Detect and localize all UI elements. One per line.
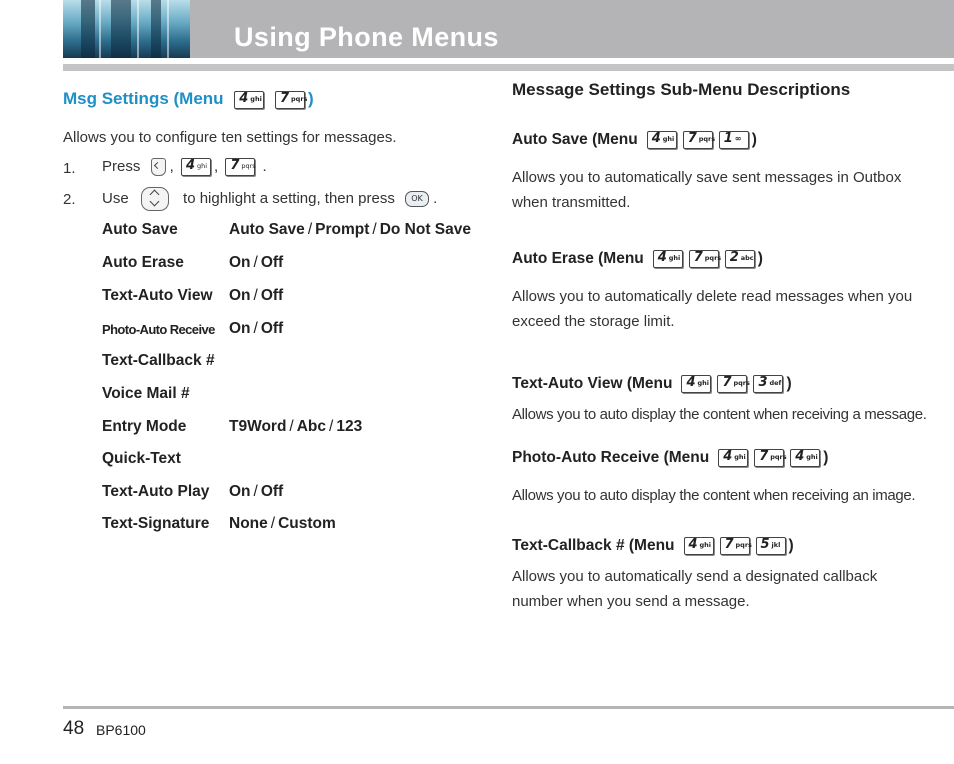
section-title-text: Auto Erase (Menu	[512, 250, 644, 268]
value-option: Off	[260, 483, 284, 500]
section-title	[512, 131, 757, 149]
value-separator: /	[253, 320, 258, 337]
value-option: Custom	[278, 515, 336, 532]
setting-value	[229, 254, 283, 272]
step-2-post: to highlight a setting, then press	[183, 189, 395, 207]
ok-key-icon: OK	[405, 191, 429, 207]
section-description: Allows you to automatically save sent messages in Outbox	[512, 169, 902, 186]
keypad-key-icon: 3 def	[753, 375, 783, 393]
setting-name: Text-Auto View	[102, 287, 213, 304]
step-2: Use to highlight a setting, then press OK .	[102, 187, 437, 211]
keypad-key-icon: 4 ghi	[684, 537, 714, 555]
value-separator: /	[253, 254, 258, 271]
step-1-text: Press	[102, 158, 141, 175]
value-option: Off	[260, 287, 284, 304]
value-option: Auto Save	[229, 221, 305, 238]
keypad-key-icon: 7 pqrs	[683, 131, 713, 149]
model-name: BP6100	[96, 722, 146, 738]
setting-name: Text-Signature	[102, 515, 210, 532]
section-title-close: )	[788, 537, 794, 555]
value-separator: /	[307, 221, 313, 238]
value-separator: /	[372, 221, 377, 238]
value-separator: /	[289, 418, 294, 435]
value-option: 123	[336, 418, 363, 435]
keypad-key-icon: 1 ∞	[719, 131, 749, 149]
setting-value	[229, 221, 471, 239]
section-title-close: )	[823, 449, 829, 467]
keypad-key-icon: 4 ghi	[681, 375, 711, 393]
key-4-icon: 4 ghi	[181, 158, 211, 176]
keypad-key-icon: 4 ghi	[653, 250, 683, 268]
step-2-number: 2.	[63, 191, 76, 208]
setting-value	[229, 287, 283, 305]
setting-value	[229, 483, 283, 501]
keypad-key-icon: 7 pqrs	[689, 250, 719, 268]
setting-value	[229, 418, 362, 436]
section-description: number when you send a message.	[512, 593, 750, 610]
footer-rule	[63, 706, 954, 709]
section-title	[512, 375, 792, 393]
intro-text: Allows you to configure ten settings for messages.	[63, 129, 397, 146]
header-photo	[63, 0, 190, 58]
section-description: Allows you to auto display the content when receiving a message.	[512, 406, 927, 423]
keypad-key-icon: 4 ghi	[790, 449, 820, 467]
section-description: when transmitted.	[512, 194, 631, 211]
setting-name: Text-Auto Play	[102, 483, 210, 500]
setting-value	[229, 515, 336, 533]
step-2-pre: Use	[102, 189, 129, 207]
section-description: Allows you to automatically delete read messages when you	[512, 288, 913, 305]
section-title-text: Text-Callback # (Menu	[512, 537, 675, 555]
value-option: Prompt	[315, 221, 370, 238]
setting-name: Auto Erase	[102, 254, 184, 271]
setting-value	[229, 320, 283, 338]
section-title	[512, 250, 763, 268]
value-option: Off	[260, 254, 284, 271]
value-option: On	[229, 483, 251, 500]
keypad-key-icon: 7 pqrs	[717, 375, 747, 393]
section-description: Allows you to automatically send a designated callback	[512, 568, 878, 585]
header-rule	[63, 64, 954, 71]
setting-name: Entry Mode	[102, 418, 187, 435]
section-title	[512, 449, 828, 467]
keypad-key-icon: 4 ghi	[718, 449, 748, 467]
setting-name: Text-Callback #	[102, 352, 215, 369]
key-7-icon: 7 pqrs	[275, 91, 305, 109]
value-option: Abc	[296, 418, 327, 435]
setting-name: Voice Mail #	[102, 385, 190, 402]
keypad-key-icon: 7 pqrs	[720, 537, 750, 555]
section-description: Allows you to auto display the content when receiving an image.	[512, 487, 916, 504]
section-title-close: )	[751, 131, 757, 149]
value-separator: /	[253, 483, 258, 500]
keypad-key-icon: 4 ghi	[647, 131, 677, 149]
keypad-key-icon: 7 pqrs	[754, 449, 784, 467]
section-title-close: )	[786, 375, 792, 393]
back-key-icon	[151, 158, 166, 176]
setting-name: Auto Save	[102, 221, 178, 238]
key-4-icon: 4 ghi	[234, 91, 264, 109]
value-option: Off	[260, 320, 284, 337]
value-option: On	[229, 254, 251, 271]
section-description: exceed the storage limit.	[512, 313, 675, 330]
section-title-text: Text-Auto View (Menu	[512, 375, 673, 393]
setting-name: Photo-Auto Receive	[102, 322, 215, 337]
setting-name: Quick-Text	[102, 450, 181, 467]
sub-menu-heading: Message Settings Sub-Menu Descriptions	[512, 80, 851, 99]
page-number: 48	[63, 718, 85, 739]
keypad-key-icon: 5 jkl	[756, 537, 786, 555]
msg-settings-heading	[63, 89, 314, 109]
section-title-text: Auto Save (Menu	[512, 131, 638, 149]
section-title-close: )	[757, 250, 763, 268]
value-option: On	[229, 287, 251, 304]
value-option: T9Word	[229, 418, 287, 435]
value-separator: /	[253, 287, 258, 304]
value-option: On	[229, 320, 251, 337]
step-1-number: 1.	[63, 160, 76, 177]
keypad-key-icon: 2 abc	[725, 250, 755, 268]
heading-close: )	[308, 89, 314, 108]
key-7-icon: 7 pqrs	[225, 158, 255, 176]
value-separator: /	[270, 515, 276, 532]
heading-text: Msg Settings (Menu	[63, 89, 224, 108]
page-title: Using Phone Menus	[234, 22, 499, 52]
section-title	[512, 537, 794, 555]
section-title-text: Photo-Auto Receive (Menu	[512, 449, 710, 467]
value-separator: /	[329, 418, 334, 435]
step-1: Press , 4 ghi , 7 pqrs .	[102, 158, 267, 175]
value-option: None	[229, 515, 268, 532]
navigation-key-icon	[141, 187, 169, 211]
value-option: Do Not Save	[379, 221, 471, 238]
